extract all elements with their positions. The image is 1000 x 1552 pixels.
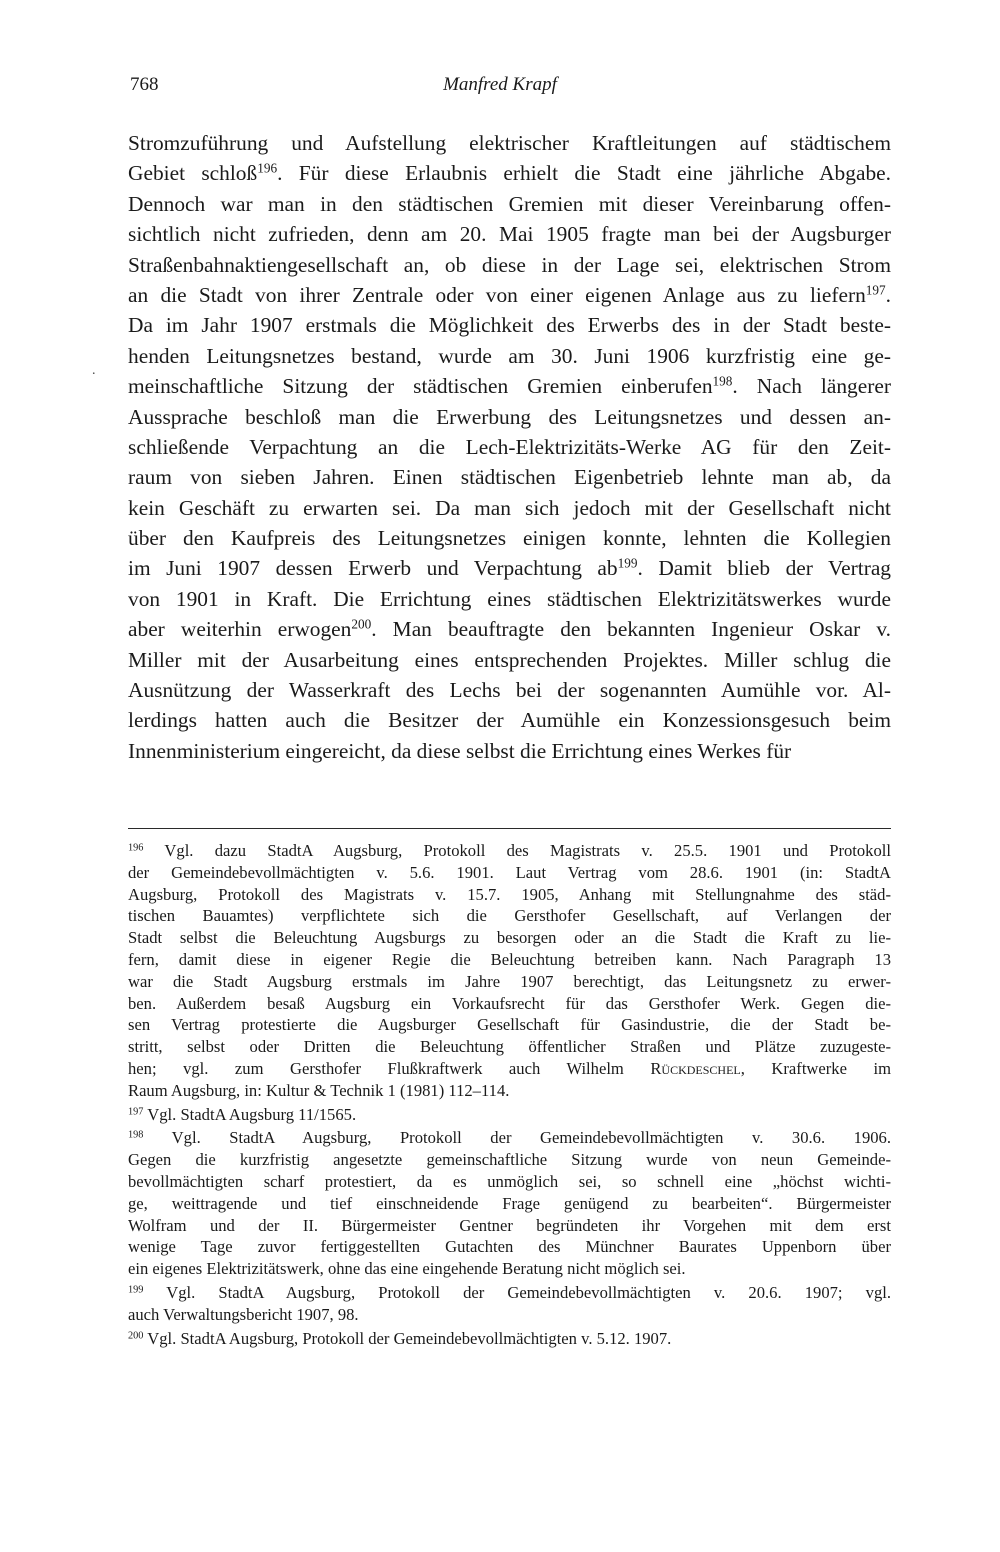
body-line xyxy=(128,310,891,340)
body-line xyxy=(128,705,891,735)
body-line xyxy=(128,462,891,492)
body-text: lerdings hatten auch die Besitzer der Aumühle ein Konzessionsgesuch beim xyxy=(128,708,891,733)
body-text: Innenministerium eingereicht, da diese selbst die Errichtung eines Werkes für xyxy=(128,738,792,763)
body-line xyxy=(128,432,891,462)
footnote-ref: 200 xyxy=(351,616,372,632)
footnote-line xyxy=(128,1149,891,1171)
footnote-rule xyxy=(128,828,891,829)
footnote-text: ein eigenes Elektrizitätswerk, ohne das eine eingehende Beratung nicht möglich sei. xyxy=(128,1259,686,1279)
footnote-line xyxy=(128,1258,891,1280)
body-line xyxy=(128,341,891,371)
body-line xyxy=(128,158,891,188)
footnote-text: fern, damit diese in eigener Regie die Beleuchtung betreiben kann. Nach Paragraph 13 xyxy=(128,949,891,969)
body-text: Straßenbahnaktiengesellschaft an, ob diese in der Lage sei, elektrischen Strom xyxy=(128,252,891,277)
body-text: . Man beauftragte den bekannten Ingenieur Oskar v. xyxy=(371,617,891,642)
footnote-text: Vgl. StadtA Augsburg, Protokoll der Gemeindebevollmächtigten v. 20.6. 1907; vgl. xyxy=(143,1282,891,1302)
body-text: Da im Jahr 1907 erstmals die Möglichkeit des Erwerbs des in der Stadt beste- xyxy=(128,313,891,338)
body-text: an die Stadt von ihrer Zentrale oder von einer eigenen Anlage aus zu liefern xyxy=(128,282,866,307)
footnote-text: Vgl. StadtA Augsburg 11/1565. xyxy=(143,1104,357,1124)
footnote-line xyxy=(128,1282,891,1304)
page-number: 768 xyxy=(130,74,159,95)
footnote-ref: 197 xyxy=(865,282,886,298)
body-text: Ausnützung der Wasserkraft des Lechs bei der sogenannten Aumühle vor. Al- xyxy=(128,678,891,703)
footnote-text: ge, weittragende und tief einschneidende Frage genügend zu bearbeiten“. Bürgermeister xyxy=(128,1193,891,1213)
footnote-line xyxy=(128,1014,891,1036)
footnote-line xyxy=(128,1036,891,1058)
footnote-text: der Gemeindebevollmächtigten v. 5.6. 1901. Laut Vertrag vom 28.6. 1901 (in: StadtA xyxy=(128,862,891,882)
footnote-text: tischen Bauamtes) verpflichtete sich die Gersthofer Gesellschaft, auf Verlangen der xyxy=(128,906,891,926)
footnotes xyxy=(128,840,891,1349)
footnote-text: war die Stadt Augsburg erstmals im Jahre 1907 berechtigt, das Leitungsnetz zu erwer- xyxy=(128,971,891,991)
footnote-text: Wolfram und der II. Bürgermeister Gentner begründeten ihr Vorgehen mit dem erst xyxy=(128,1215,891,1235)
body-line xyxy=(128,371,891,401)
footnote-number: 199 xyxy=(128,1284,144,1296)
footnote-text: Vgl. dazu StadtA Augsburg, Protokoll des Magistrats v. 25.5. 1901 und Protokoll xyxy=(143,841,891,860)
margin-mark: . xyxy=(92,363,96,378)
body-text: Dennoch war man in den städtischen Gremien mit dieser Vereinbarung offen- xyxy=(128,191,891,216)
body-text: im Juni 1907 dessen Erwerb und Verpachtung ab xyxy=(128,556,618,581)
body-text: aber weiterhin erwogen xyxy=(128,617,352,642)
body-line xyxy=(128,128,891,158)
footnote-line xyxy=(128,971,891,993)
body-line xyxy=(128,645,891,675)
footnote-line xyxy=(128,1304,891,1326)
footnote-text: , Kraftwerke im xyxy=(740,1058,891,1078)
footnote-ref: 196 xyxy=(257,161,278,177)
footnote-text: stritt, selbst oder Dritten die Beleuchtung öffentlicher Straßen und Plätze zuzugeste- xyxy=(128,1037,891,1057)
running-head: Manfred Krapf xyxy=(443,74,557,95)
body-line xyxy=(128,280,891,310)
body-text: Gebiet schloß xyxy=(128,161,258,186)
footnote-line xyxy=(128,993,891,1015)
body-line xyxy=(128,675,891,705)
body-text: raum von sieben Jahren. Einen städtischen Eigenbetrieb lehnte man ab, da xyxy=(128,465,891,490)
footnote-line xyxy=(128,1080,891,1102)
body-text: Miller mit der Ausarbeitung eines entsprechenden Projektes. Miller schlug die xyxy=(128,647,891,672)
footnote-line xyxy=(128,905,891,927)
footnote-text: bevollmächtigten scharf protestiert, da es unmöglich sei, so schnell eine „höchst wichti- xyxy=(128,1171,891,1191)
footnote-line xyxy=(128,1236,891,1258)
body-text: . Für diese Erlaubnis erhielt die Stadt eine jährliche Abgabe. xyxy=(277,161,891,186)
body-line xyxy=(128,553,891,583)
footnote-text: Stadt selbst die Beleuchtung Augsburgs zu besorgen oder an die Stadt die Kraft zu lie- xyxy=(128,928,891,948)
footnote-text: sen Vertrag protestierte die Augsburger Gesellschaft für Gasindustrie, die der Stadt be- xyxy=(128,1015,891,1035)
body-line xyxy=(128,523,891,553)
body-line xyxy=(128,219,891,249)
footnote-text: Vgl. StadtA Augsburg, Protokoll der Gemeindebevollmächtigten v. 5.12. 1907. xyxy=(143,1328,672,1348)
body-text: über den Kaufpreis des Leitungsnetzes einigen konnte, lehnten die Kollegien xyxy=(128,526,891,551)
footnote-text: Raum Augsburg, in: Kultur & Technik 1 (1981) 112–114. xyxy=(128,1080,510,1100)
footnote-line xyxy=(128,927,891,949)
footnote-number: 200 xyxy=(128,1329,144,1341)
footnote-text: auch Verwaltungsbericht 1907, 98. xyxy=(128,1304,359,1324)
footnote-number: 198 xyxy=(128,1129,144,1141)
footnote-number: 197 xyxy=(128,1105,144,1117)
body-text: henden Leitungsnetzes bestand, wurde am 30. Juni 1906 kurzfristig eine ge- xyxy=(128,343,891,368)
body-line xyxy=(128,614,891,644)
footnote-line xyxy=(128,1171,891,1193)
footnote-ref: 198 xyxy=(712,373,733,389)
footnote-line xyxy=(128,949,891,971)
body-text: . xyxy=(885,282,891,307)
footnote-text: Augsburg, Protokoll des Magistrats v. 15.7. 1905, Anhang mit Stellungnahme des städ- xyxy=(128,884,891,904)
body-text: . Damit blieb der Vertrag xyxy=(637,556,892,581)
body-text: Aussprache beschloß man die Erwerbung des Leitungsnetzes und dessen an- xyxy=(128,404,891,429)
body-text: sichtlich nicht zufrieden, denn am 20. Mai 1905 fragte man bei der Augsburger xyxy=(128,222,891,247)
body-text: . Nach längerer xyxy=(732,374,891,399)
body-text: kein Geschäft zu erwarten sei. Da man sich jedoch mit der Gesellschaft nicht xyxy=(128,495,891,520)
body-line xyxy=(128,584,891,614)
main-text xyxy=(128,128,891,766)
body-text: Stromzuführung und Aufstellung elektrischer Kraftleitungen auf städtischem xyxy=(128,131,891,155)
footnote-line xyxy=(128,1215,891,1237)
footnote-line xyxy=(128,1328,891,1350)
footnote-line xyxy=(128,1058,891,1080)
footnote-line xyxy=(128,1127,891,1149)
footnote-line xyxy=(128,1104,891,1126)
footnote-ref: 199 xyxy=(617,556,638,572)
footnote-text: wenige Tage zuvor fertiggestellten Gutachten des Münchner Baurates Uppenborn über xyxy=(128,1237,891,1257)
body-line xyxy=(128,402,891,432)
footnote-line xyxy=(128,1193,891,1215)
footnote-line xyxy=(128,840,891,862)
footnote-line xyxy=(128,862,891,884)
body-text: von 1901 in Kraft. Die Errichtung eines städtischen Elektrizitätswerkes wurde xyxy=(128,586,891,611)
body-line xyxy=(128,250,891,280)
footnote-text: hen; vgl. zum Gersthofer Flußkraftwerk auch Wilhelm xyxy=(128,1058,651,1078)
footnote-number: 196 xyxy=(128,842,144,854)
body-line xyxy=(128,493,891,523)
footnote-text: ben. Außerdem besaß Augsburg ein Vorkaufsrecht für das Gersthofer Werk. Gegen die- xyxy=(128,993,891,1013)
footnote-line xyxy=(128,884,891,906)
body-line xyxy=(128,189,891,219)
body-text: schließende Verpachtung an die Lech-Elektrizitäts-Werke AG für den Zeit- xyxy=(128,434,891,459)
footnote-text: Vgl. StadtA Augsburg, Protokoll der Gemeindebevollmächtigten v. 30.6. 1906. xyxy=(143,1128,891,1148)
footnote-text: Gegen die kurzfristig angesetzte gemeinschaftliche Sitzung wurde von neun Gemeinde- xyxy=(128,1150,891,1170)
body-text: meinschaftliche Sitzung der städtischen Gremien einberufen xyxy=(128,374,713,399)
body-line xyxy=(128,736,891,766)
author-name: Rückdeschel xyxy=(650,1058,741,1078)
